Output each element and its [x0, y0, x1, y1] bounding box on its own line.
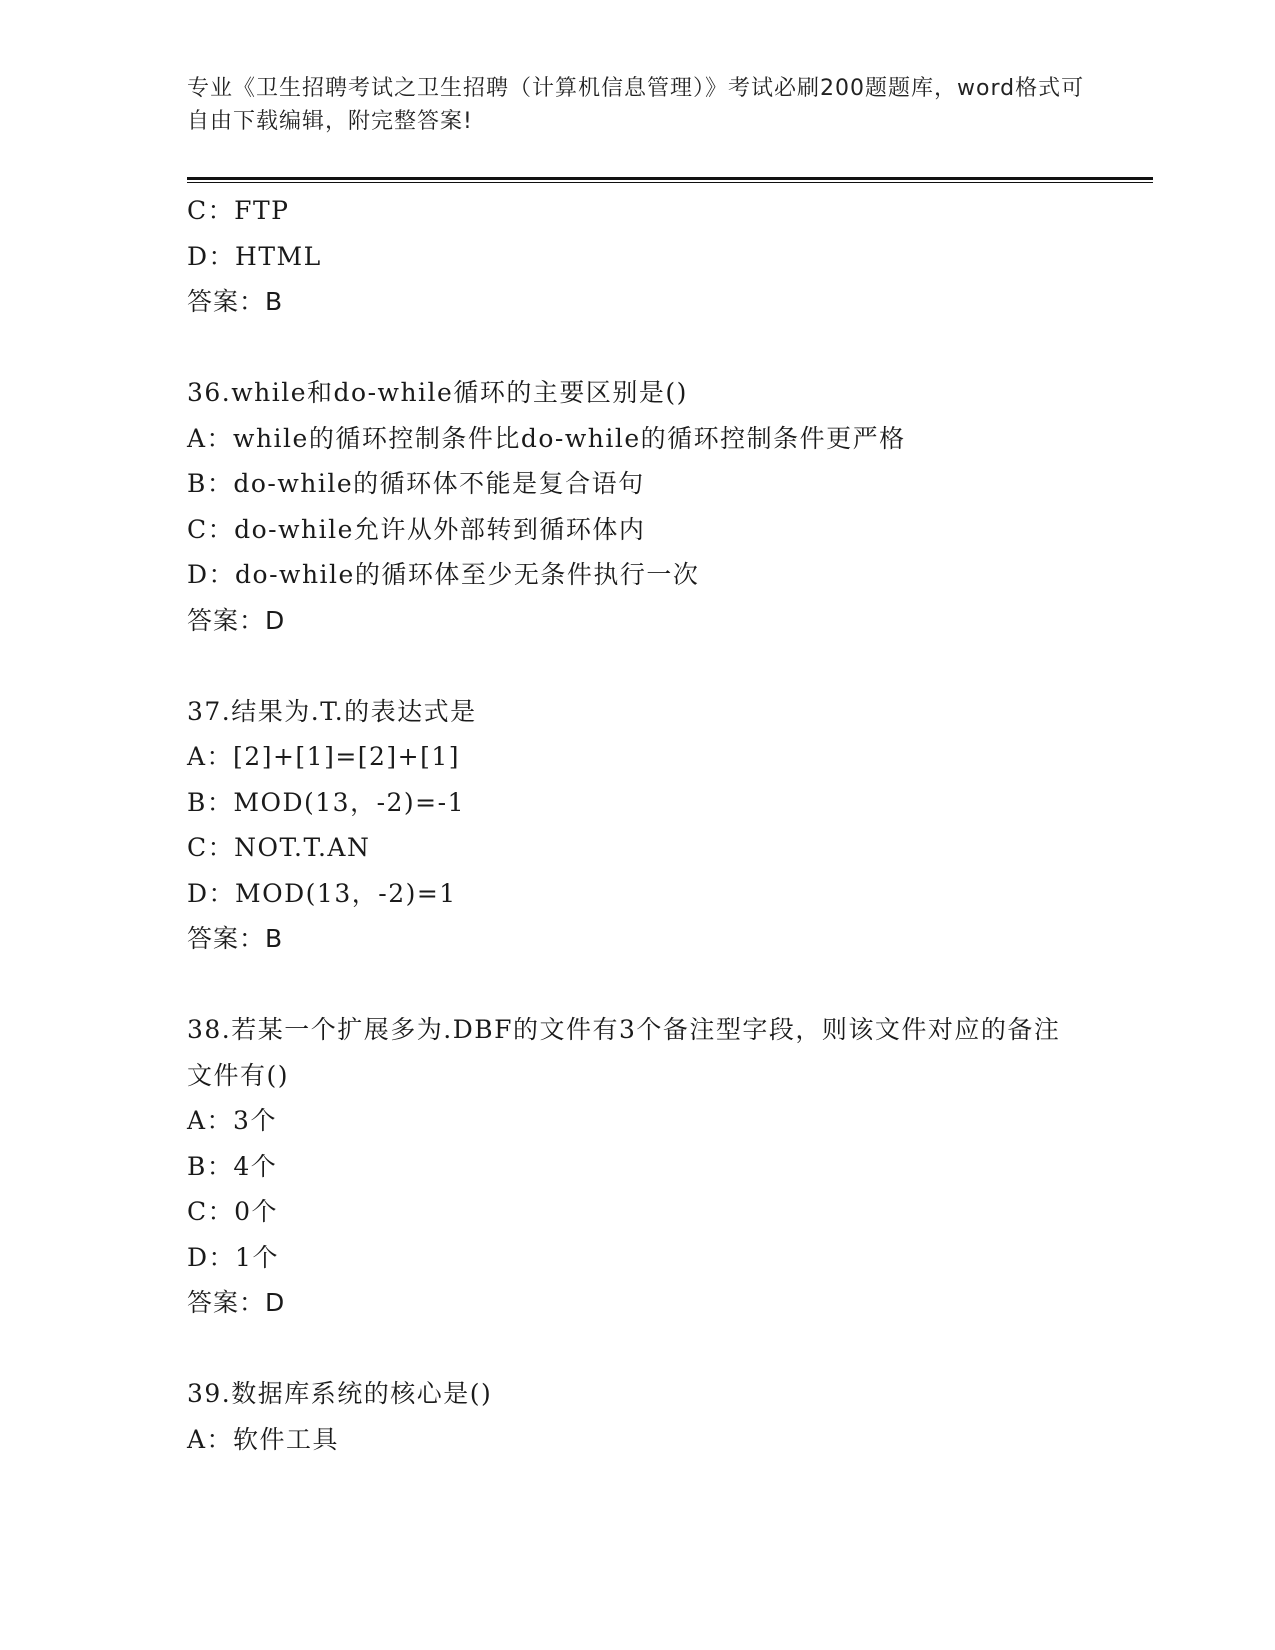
option-b: B：do-while的循环体不能是复合语句 [187, 469, 645, 498]
option-d: D：1个 [187, 1242, 279, 1272]
question-stem: 38.若某一个扩展多为.DBF的文件有3个备注型字段，则该文件对应的备注文件有() [187, 1015, 1061, 1090]
header-rule-thick [187, 177, 1153, 180]
question-content [187, 188, 1137, 1462]
header-rule-thin [187, 182, 1153, 183]
option-b: B：MOD(13，-2)=-1 [187, 787, 465, 817]
question-stem: 37.结果为.T.的表达式是 [187, 696, 477, 726]
option-d: D：MOD(13，-2)=1 [187, 878, 457, 908]
answer-line: 答案：D [187, 605, 286, 635]
document-header: 专业《卫生招聘考试之卫生招聘（计算机信息管理）》考试必刷200题题库，word格式可自由下载编辑，附完整答案! [187, 76, 1085, 134]
option-c: C：FTP [187, 196, 290, 225]
option-c: C：NOT.T.AN [187, 833, 371, 862]
answer-line: 答案：D [187, 1288, 286, 1317]
question-stem: 39.数据库系统的核心是() [187, 1379, 493, 1408]
option-a: A：while的循环控制条件比do-while的循环控制条件更严格 [187, 423, 906, 453]
option-a: A：软件工具 [187, 1424, 340, 1454]
option-a: A：3个 [187, 1106, 277, 1135]
option-b: B：4个 [187, 1151, 278, 1181]
option-d: D：do-while的循环体至少无条件执行一次 [187, 560, 700, 589]
question-stem: 36.while和do-while循环的主要区别是() [187, 378, 688, 407]
option-a: A：[2]+[1]=[2]+[1] [187, 742, 461, 771]
option-d: D：HTML [187, 241, 322, 271]
answer-line: 答案：B [187, 924, 284, 953]
answer-line: 答案：B [187, 287, 284, 316]
option-c: C：do-while允许从外部转到循环体内 [187, 514, 646, 544]
option-c: C：0个 [187, 1197, 279, 1226]
